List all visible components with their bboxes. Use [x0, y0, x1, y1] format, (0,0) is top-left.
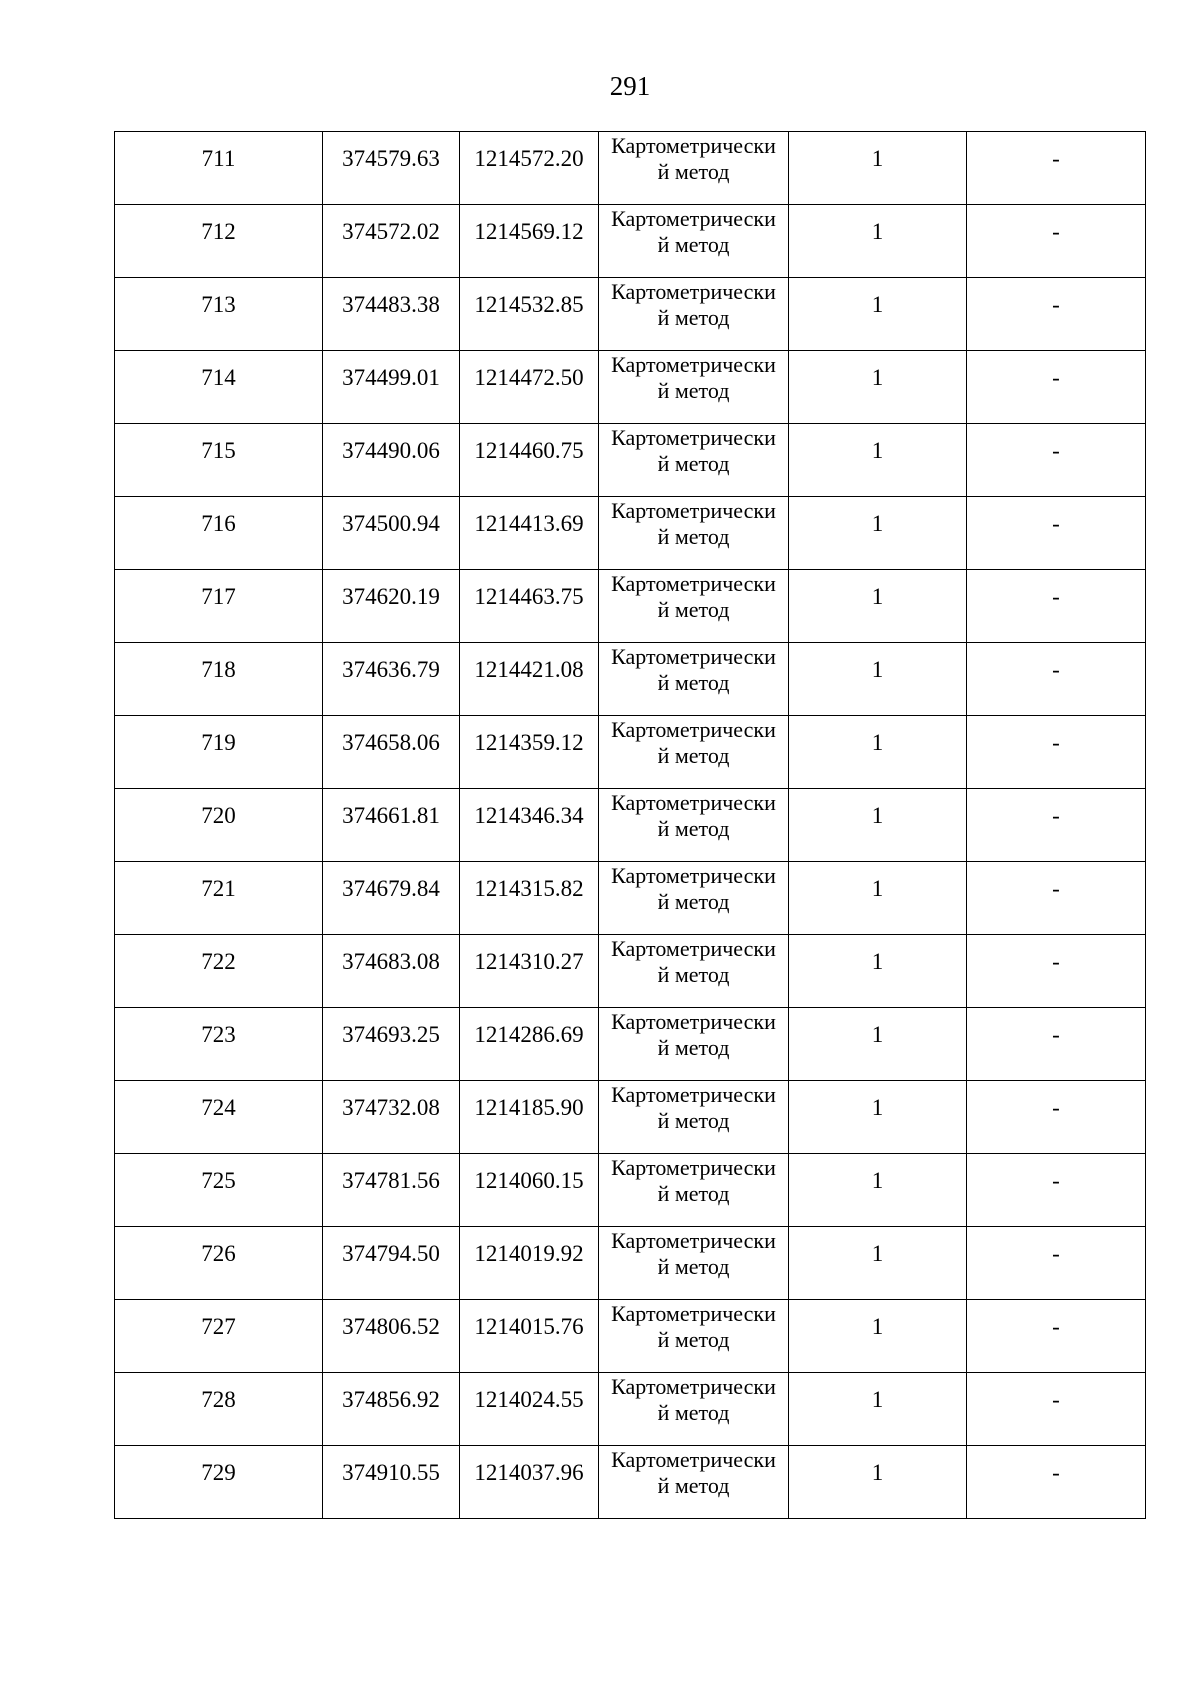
coordinate-x-cell [323, 716, 460, 789]
coordinate-x-cell-text: 374500.94 [342, 511, 440, 536]
point-number-cell-text: 725 [201, 1168, 236, 1193]
note-cell [967, 935, 1146, 1008]
method-cell [599, 789, 789, 862]
accuracy-cell-text: 1 [871, 1022, 884, 1047]
coordinate-y-cell-text: 1214015.76 [474, 1314, 584, 1339]
note-cell-text: - [1052, 657, 1060, 682]
point-number-cell [115, 132, 323, 205]
table-row [115, 1446, 1146, 1519]
accuracy-cell-text: 1 [871, 657, 884, 682]
coordinate-y-cell [460, 789, 599, 862]
point-number-cell [115, 1008, 323, 1081]
coordinate-y-cell-text: 1214472.50 [474, 365, 584, 390]
coordinate-y-cell [460, 205, 599, 278]
coordinate-y-cell [460, 716, 599, 789]
note-cell [967, 497, 1146, 570]
note-cell [967, 1300, 1146, 1373]
accuracy-cell [789, 570, 967, 643]
note-cell-text: - [1052, 438, 1060, 463]
method-cell-text: Картометрически й метод [611, 863, 776, 914]
point-number-cell-text: 713 [201, 292, 236, 317]
coordinate-x-cell-text: 374693.25 [342, 1022, 440, 1047]
coordinate-x-cell-text: 374658.06 [342, 730, 440, 755]
point-number-cell-text: 726 [201, 1241, 236, 1266]
accuracy-cell-text: 1 [871, 438, 884, 463]
coordinate-x-cell [323, 497, 460, 570]
point-number-cell-text: 711 [201, 146, 236, 171]
point-number-cell-text: 716 [201, 511, 236, 536]
accuracy-cell-text: 1 [871, 292, 884, 317]
accuracy-cell-text: 1 [871, 146, 884, 171]
accuracy-cell [789, 351, 967, 424]
coordinate-y-cell [460, 424, 599, 497]
method-cell-text: Картометрически й метод [611, 133, 776, 184]
table-row [115, 351, 1146, 424]
coordinate-x-cell [323, 935, 460, 1008]
note-cell [967, 1227, 1146, 1300]
coordinate-y-cell [460, 1300, 599, 1373]
point-number-cell-text: 723 [201, 1022, 236, 1047]
note-cell [967, 862, 1146, 935]
coordinate-x-cell-text: 374499.01 [342, 365, 440, 390]
note-cell [967, 1154, 1146, 1227]
table-row [115, 497, 1146, 570]
method-cell-text: Картометрически й метод [611, 1155, 776, 1206]
coordinate-y-cell [460, 1008, 599, 1081]
note-cell-text: - [1052, 292, 1060, 317]
coordinate-x-cell [323, 789, 460, 862]
table-row [115, 716, 1146, 789]
coordinate-x-cell [323, 862, 460, 935]
method-cell-text: Картометрически й метод [611, 1301, 776, 1352]
accuracy-cell-text: 1 [871, 1314, 884, 1339]
note-cell [967, 205, 1146, 278]
note-cell [967, 643, 1146, 716]
method-cell-text: Картометрически й метод [611, 717, 776, 768]
point-number-cell [115, 1227, 323, 1300]
coordinate-x-cell [323, 1227, 460, 1300]
note-cell-text: - [1052, 730, 1060, 755]
accuracy-cell [789, 424, 967, 497]
coordinate-y-cell-text: 1214024.55 [474, 1387, 584, 1412]
point-number-cell-text: 728 [201, 1387, 236, 1412]
table-row [115, 570, 1146, 643]
coordinate-y-cell [460, 1081, 599, 1154]
note-cell-text: - [1052, 803, 1060, 828]
accuracy-cell-text: 1 [871, 1168, 884, 1193]
page-number: 291 [609, 71, 651, 101]
coordinate-y-cell [460, 1154, 599, 1227]
accuracy-cell-text: 1 [871, 876, 884, 901]
method-cell-text: Картометрически й метод [611, 571, 776, 622]
note-cell-text: - [1052, 1095, 1060, 1120]
accuracy-cell [789, 789, 967, 862]
accuracy-cell [789, 278, 967, 351]
point-number-cell-text: 718 [201, 657, 236, 682]
point-number-cell [115, 643, 323, 716]
point-number-cell [115, 1300, 323, 1373]
coordinate-x-cell [323, 570, 460, 643]
method-cell [599, 935, 789, 1008]
accuracy-cell-text: 1 [871, 803, 884, 828]
method-cell-text: Картометрически й метод [611, 936, 776, 987]
coordinate-y-cell-text: 1214413.69 [474, 511, 584, 536]
table-row [115, 132, 1146, 205]
method-cell [599, 716, 789, 789]
coordinate-y-cell-text: 1214315.82 [474, 876, 584, 901]
table-row [115, 278, 1146, 351]
coordinate-x-cell [323, 278, 460, 351]
note-cell [967, 278, 1146, 351]
coordinate-y-cell [460, 570, 599, 643]
table-row [115, 1227, 1146, 1300]
note-cell-text: - [1052, 1168, 1060, 1193]
note-cell [967, 424, 1146, 497]
accuracy-cell [789, 716, 967, 789]
coordinate-x-cell [323, 1446, 460, 1519]
point-number-cell [115, 497, 323, 570]
point-number-cell-text: 722 [201, 949, 236, 974]
method-cell-text: Картометрически й метод [611, 425, 776, 476]
accuracy-cell [789, 132, 967, 205]
table-row [115, 789, 1146, 862]
coordinate-y-cell [460, 935, 599, 1008]
coordinates-table-body [115, 132, 1146, 1519]
note-cell-text: - [1052, 1460, 1060, 1485]
coordinate-x-cell-text: 374490.06 [342, 438, 440, 463]
method-cell [599, 1008, 789, 1081]
accuracy-cell [789, 1227, 967, 1300]
table-row [115, 643, 1146, 716]
coordinate-y-cell-text: 1214346.34 [474, 803, 584, 828]
note-cell-text: - [1052, 1387, 1060, 1412]
coordinate-y-cell-text: 1214421.08 [474, 657, 584, 682]
point-number-cell [115, 351, 323, 424]
table-row [115, 1154, 1146, 1227]
coordinate-x-cell-text: 374572.02 [342, 219, 440, 244]
coordinate-x-cell-text: 374620.19 [342, 584, 440, 609]
coordinate-x-cell [323, 1008, 460, 1081]
coordinates-table [114, 131, 1146, 1519]
point-number-cell-text: 717 [201, 584, 236, 609]
method-cell-text: Картометрически й метод [611, 1082, 776, 1133]
coordinate-x-cell-text: 374579.63 [342, 146, 440, 171]
accuracy-cell [789, 1446, 967, 1519]
coordinate-x-cell [323, 1081, 460, 1154]
table-row [115, 935, 1146, 1008]
point-number-cell [115, 1081, 323, 1154]
point-number-cell [115, 789, 323, 862]
table-row [115, 205, 1146, 278]
note-cell-text: - [1052, 876, 1060, 901]
accuracy-cell-text: 1 [871, 1387, 884, 1412]
note-cell [967, 789, 1146, 862]
method-cell [599, 1373, 789, 1446]
coordinate-y-cell-text: 1214019.92 [474, 1241, 584, 1266]
point-number-cell-text: 727 [201, 1314, 236, 1339]
note-cell [967, 570, 1146, 643]
coordinate-x-cell-text: 374679.84 [342, 876, 440, 901]
point-number-cell [115, 1446, 323, 1519]
accuracy-cell-text: 1 [871, 584, 884, 609]
method-cell [599, 643, 789, 716]
accuracy-cell-text: 1 [871, 511, 884, 536]
coordinate-y-cell-text: 1214460.75 [474, 438, 584, 463]
accuracy-cell [789, 935, 967, 1008]
accuracy-cell-text: 1 [871, 219, 884, 244]
coordinate-y-cell-text: 1214463.75 [474, 584, 584, 609]
method-cell-text: Картометрически й метод [611, 279, 776, 330]
accuracy-cell-text: 1 [871, 1460, 884, 1485]
coordinate-y-cell [460, 1446, 599, 1519]
point-number-cell-text: 721 [201, 876, 236, 901]
note-cell [967, 1446, 1146, 1519]
method-cell [599, 570, 789, 643]
coordinate-y-cell-text: 1214060.15 [474, 1168, 584, 1193]
table-row [115, 1008, 1146, 1081]
method-cell-text: Картометрически й метод [611, 790, 776, 841]
accuracy-cell [789, 1081, 967, 1154]
coordinate-y-cell [460, 1227, 599, 1300]
accuracy-cell-text: 1 [871, 730, 884, 755]
table-row [115, 1300, 1146, 1373]
coordinate-y-cell [460, 643, 599, 716]
point-number-cell-text: 719 [201, 730, 236, 755]
coordinate-x-cell-text: 374794.50 [342, 1241, 440, 1266]
note-cell-text: - [1052, 219, 1060, 244]
coordinate-x-cell-text: 374806.52 [342, 1314, 440, 1339]
method-cell-text: Картометрически й метод [611, 644, 776, 695]
note-cell-text: - [1052, 1314, 1060, 1339]
note-cell [967, 1008, 1146, 1081]
coordinate-x-cell-text: 374636.79 [342, 657, 440, 682]
accuracy-cell-text: 1 [871, 1241, 884, 1266]
accuracy-cell [789, 1373, 967, 1446]
coordinate-x-cell [323, 205, 460, 278]
accuracy-cell [789, 643, 967, 716]
coordinate-y-cell-text: 1214572.20 [474, 146, 584, 171]
point-number-cell [115, 1373, 323, 1446]
point-number-cell-text: 720 [201, 803, 236, 828]
method-cell [599, 132, 789, 205]
method-cell [599, 1081, 789, 1154]
coordinate-y-cell [460, 351, 599, 424]
method-cell-text: Картометрически й метод [611, 206, 776, 257]
note-cell [967, 1373, 1146, 1446]
coordinate-x-cell-text: 374910.55 [342, 1460, 440, 1485]
method-cell [599, 1227, 789, 1300]
coordinate-x-cell-text: 374683.08 [342, 949, 440, 974]
method-cell [599, 1154, 789, 1227]
method-cell-text: Картометрически й метод [611, 352, 776, 403]
note-cell [967, 132, 1146, 205]
table-row [115, 1081, 1146, 1154]
accuracy-cell-text: 1 [871, 1095, 884, 1120]
method-cell [599, 497, 789, 570]
coordinate-x-cell [323, 643, 460, 716]
coordinate-y-cell [460, 278, 599, 351]
coordinate-x-cell-text: 374661.81 [342, 803, 440, 828]
point-number-cell [115, 424, 323, 497]
note-cell [967, 351, 1146, 424]
point-number-cell-text: 724 [201, 1095, 236, 1120]
coordinate-x-cell-text: 374483.38 [342, 292, 440, 317]
point-number-cell [115, 862, 323, 935]
note-cell-text: - [1052, 1022, 1060, 1047]
point-number-cell [115, 205, 323, 278]
coordinate-y-cell-text: 1214359.12 [474, 730, 584, 755]
point-number-cell-text: 715 [201, 438, 236, 463]
method-cell [599, 278, 789, 351]
method-cell-text: Картометрически й метод [611, 1009, 776, 1060]
coordinate-y-cell-text: 1214037.96 [474, 1460, 584, 1485]
coordinate-y-cell-text: 1214569.12 [474, 219, 584, 244]
point-number-cell [115, 570, 323, 643]
note-cell-text: - [1052, 146, 1060, 171]
table-row [115, 862, 1146, 935]
note-cell-text: - [1052, 365, 1060, 390]
point-number-cell-text: 712 [201, 219, 236, 244]
coordinate-y-cell [460, 497, 599, 570]
note-cell-text: - [1052, 1241, 1060, 1266]
note-cell-text: - [1052, 584, 1060, 609]
note-cell [967, 716, 1146, 789]
method-cell-text: Картометрически й метод [611, 1374, 776, 1425]
note-cell-text: - [1052, 949, 1060, 974]
coordinate-y-cell-text: 1214532.85 [474, 292, 584, 317]
coordinate-x-cell [323, 132, 460, 205]
coordinate-x-cell [323, 1300, 460, 1373]
method-cell [599, 1300, 789, 1373]
coordinate-x-cell [323, 424, 460, 497]
accuracy-cell [789, 1008, 967, 1081]
table-row [115, 424, 1146, 497]
method-cell [599, 205, 789, 278]
coordinate-x-cell-text: 374781.56 [342, 1168, 440, 1193]
method-cell [599, 862, 789, 935]
coordinate-y-cell [460, 1373, 599, 1446]
point-number-cell-text: 729 [201, 1460, 236, 1485]
accuracy-cell [789, 1154, 967, 1227]
point-number-cell [115, 278, 323, 351]
method-cell [599, 1446, 789, 1519]
method-cell [599, 424, 789, 497]
coordinate-x-cell [323, 1373, 460, 1446]
note-cell [967, 1081, 1146, 1154]
coordinate-y-cell-text: 1214286.69 [474, 1022, 584, 1047]
coordinate-y-cell [460, 132, 599, 205]
coordinate-y-cell-text: 1214310.27 [474, 949, 584, 974]
accuracy-cell-text: 1 [871, 949, 884, 974]
accuracy-cell [789, 497, 967, 570]
method-cell-text: Картометрически й метод [611, 498, 776, 549]
coordinate-x-cell [323, 1154, 460, 1227]
accuracy-cell [789, 862, 967, 935]
coordinate-y-cell [460, 862, 599, 935]
coordinate-x-cell-text: 374856.92 [342, 1387, 440, 1412]
table-row [115, 1373, 1146, 1446]
method-cell [599, 351, 789, 424]
point-number-cell-text: 714 [201, 365, 236, 390]
accuracy-cell-text: 1 [871, 365, 884, 390]
coordinate-y-cell-text: 1214185.90 [474, 1095, 584, 1120]
method-cell-text: Картометрически й метод [611, 1447, 776, 1498]
coordinate-x-cell-text: 374732.08 [342, 1095, 440, 1120]
note-cell-text: - [1052, 511, 1060, 536]
point-number-cell [115, 716, 323, 789]
accuracy-cell [789, 205, 967, 278]
coordinate-x-cell [323, 351, 460, 424]
point-number-cell [115, 1154, 323, 1227]
point-number-cell [115, 935, 323, 1008]
accuracy-cell [789, 1300, 967, 1373]
method-cell-text: Картометрически й метод [611, 1228, 776, 1279]
